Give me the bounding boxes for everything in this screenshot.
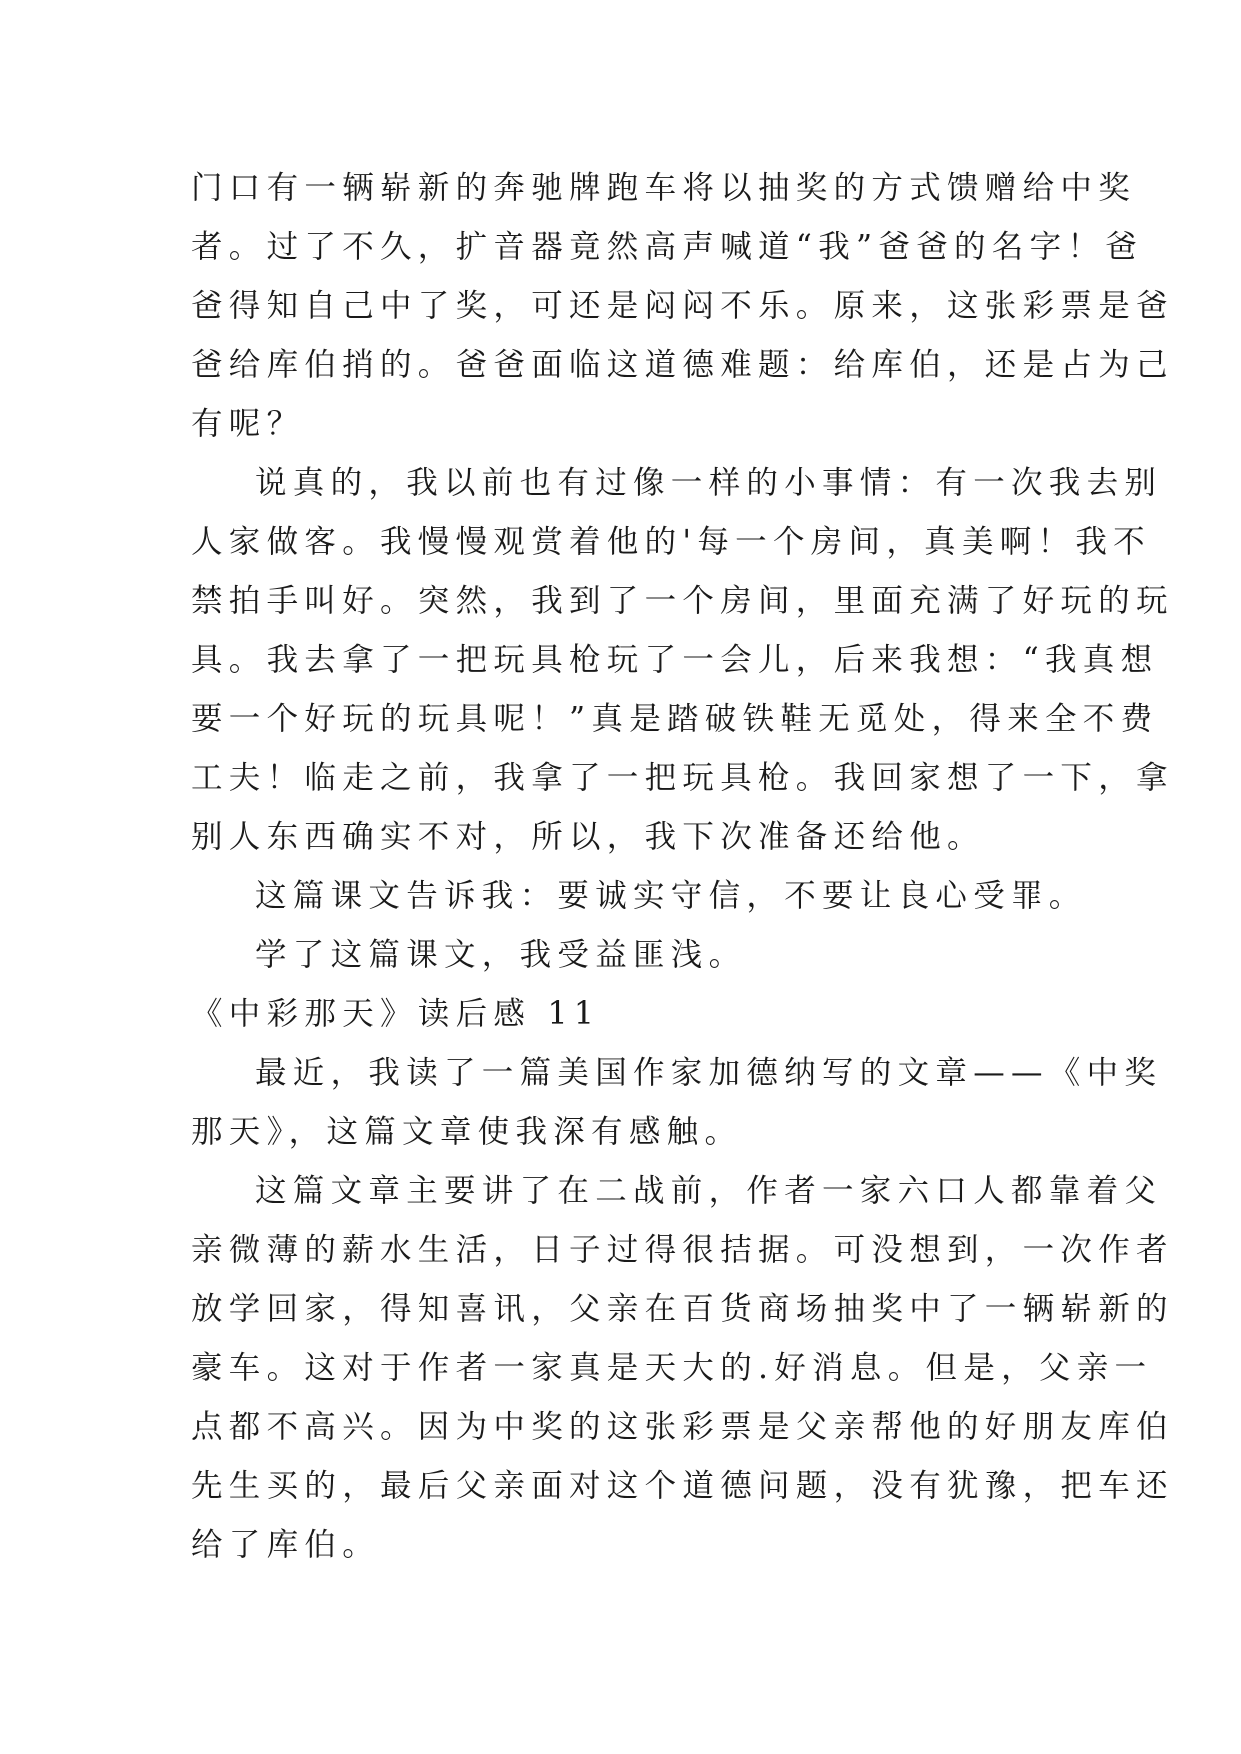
- text-line: 要一个好玩的玩具呢！”真是踏破铁鞋无觅处，得来全不费: [191, 701, 1159, 737]
- text-line: 有呢？: [191, 406, 305, 442]
- text-line: 爸得知自己中了奖，可还是闷闷不乐。原来，这张彩票是爸: [191, 288, 1174, 324]
- text-line: 放学回家，得知喜讯，父亲在百货商场抽奖中了一辆崭新的: [191, 1291, 1174, 1327]
- text-line: 亲微薄的薪水生活，日子过得很拮据。可没想到，一次作者: [191, 1232, 1174, 1268]
- text-line: 那天》，这篇文章使我深有感触。: [191, 1114, 743, 1150]
- text-line: 者。过了不久，扩音器竟然高声喊道“我”爸爸的名字！爸: [191, 229, 1144, 265]
- paragraph-start-line: 最近，我读了一篇美国作家加德纳写的文章——《中奖: [255, 1055, 1163, 1091]
- text-line: 别人东西确实不对，所以，我下次准备还给他。: [191, 819, 985, 855]
- text-line: 具。我去拿了一把玩具枪玩了一会儿，后来我想：“我真想: [191, 642, 1159, 678]
- paragraph-start-line: 这篇文章主要讲了在二战前，作者一家六口人都靠着父: [255, 1173, 1163, 1209]
- paragraph-start-line: 这篇课文告诉我：要诚实守信，不要让良心受罪。: [255, 878, 1087, 914]
- text-line: 豪车。这对于作者一家真是天大的.好消息。但是，父亲一: [191, 1350, 1153, 1386]
- text-line: 点都不高兴。因为中奖的这张彩票是父亲帮他的好朋友库伯: [191, 1409, 1174, 1445]
- section-heading: 《中彩那天》读后感 11: [191, 996, 601, 1032]
- text-line: 门口有一辆崭新的奔驰牌跑车将以抽奖的方式馈赠给中奖: [191, 170, 1137, 206]
- text-line: 先生买的，最后父亲面对这个道德问题，没有犹豫，把车还: [191, 1468, 1174, 1504]
- text-line: 爸给库伯捎的。爸爸面临这道德难题：给库伯，还是占为己: [191, 347, 1174, 383]
- paragraph-start-line: 学了这篇课文，我受益匪浅。: [255, 937, 747, 973]
- text-line: 工夫！临走之前，我拿了一把玩具枪。我回家想了一下，拿: [191, 760, 1174, 796]
- text-line: 人家做客。我慢慢观赏着他的'每一个房间，真美啊！我不: [191, 524, 1151, 560]
- text-line: 禁拍手叫好。突然，我到了一个房间，里面充满了好玩的玩: [191, 583, 1174, 619]
- paragraph-start-line: 说真的，我以前也有过像一样的小事情：有一次我去别: [255, 465, 1163, 501]
- text-line: 给了库伯。: [191, 1527, 381, 1563]
